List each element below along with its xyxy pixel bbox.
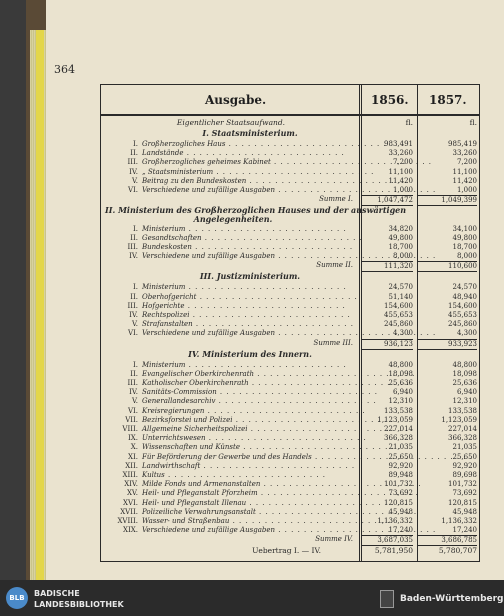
value-1856: 227,014 [384, 425, 413, 433]
gilt-edge [36, 30, 44, 580]
row-numeral: III. [127, 301, 138, 310]
value-1856: 8,000 [392, 252, 413, 261]
row-numeral: XVI. [122, 498, 138, 507]
table-row [101, 293, 481, 302]
row-numeral: II. [130, 149, 138, 158]
row-label: „ Staatsministerium . . . [142, 168, 360, 177]
coat-of-arms-icon [380, 590, 394, 608]
value-1856: 455,653 [384, 311, 413, 319]
value-1857: 89,698 [452, 471, 477, 479]
row-numeral: II. [130, 369, 138, 378]
blb-logo[interactable]: BLB [6, 587, 28, 609]
value-1857: 8,000 [456, 252, 477, 261]
subtotal-row [101, 195, 481, 204]
subtotal-row [101, 339, 481, 348]
row-numeral: XVIII. [117, 517, 138, 525]
row-numeral: I. [133, 140, 138, 148]
row-label: Heil- und Pfleganstalt Pforzheim . . . [142, 489, 360, 498]
partner-name: Baden-Württemberg [400, 594, 504, 604]
table-row [101, 225, 481, 234]
value-1857: 92,920 [452, 461, 477, 470]
table-row [101, 158, 481, 167]
budget-table [100, 84, 480, 562]
row-label: Bezirksforstei und Polizei . . . [142, 416, 360, 425]
value-1856: 92,920 [388, 461, 413, 470]
value-1856: 73,692 [388, 489, 413, 498]
row-label: Kreisregierungen . . . [142, 407, 360, 416]
row-label: Für Beförderung der Gewerbe und des Handels . . . [142, 453, 360, 462]
row-numeral: XIX. [123, 526, 138, 535]
header-year-1857: 1857. [429, 93, 467, 107]
value-1857: 154,600 [448, 301, 477, 310]
value-1856: 1,136,332 [377, 517, 413, 525]
row-label: Summe III. [313, 338, 353, 347]
row-numeral: XVII. [120, 507, 138, 516]
row-label: Verschiedene und zufällige Ausgaben . . . [142, 252, 360, 261]
value-1857: 21,035 [452, 443, 477, 452]
value-1856: 49,800 [388, 233, 413, 242]
value-1857: 1,049,399 [417, 195, 477, 206]
row-numeral: V. [131, 397, 138, 406]
section-heading [101, 206, 481, 215]
table-row [101, 140, 481, 149]
table-row [101, 311, 481, 320]
value-1856: 936,123 [361, 339, 413, 350]
value-1857: 120,815 [448, 498, 477, 507]
value-1857: 5,780,707 [438, 546, 477, 556]
value-1856: 11,420 [388, 176, 413, 185]
table-row [101, 320, 481, 329]
row-label: Ministerium . . . [142, 225, 360, 234]
value-1856: 366,328 [384, 434, 413, 443]
section-heading [101, 118, 481, 127]
value-1857: 455,653 [448, 311, 477, 319]
value-1856: 18,700 [388, 243, 413, 251]
table-row [101, 453, 481, 462]
value-1857: 33,260 [452, 149, 477, 158]
value-1856: 48,800 [388, 360, 413, 369]
table-row [101, 526, 481, 535]
table-row [101, 443, 481, 452]
table-row [101, 149, 481, 158]
table-row [101, 243, 481, 252]
row-label: Landstände . . . [142, 149, 360, 158]
value-1856: 6,940 [392, 388, 413, 397]
value-1857: 1,136,332 [441, 517, 477, 525]
row-numeral: XIV. [124, 480, 138, 489]
row-numeral: IX. [128, 434, 138, 443]
row-numeral: I. [133, 360, 138, 369]
row-label: Generallandesarchiv . . . [142, 397, 360, 406]
value-1856: 45,948 [388, 507, 413, 516]
section-heading [101, 350, 481, 359]
row-label: Summe I. [319, 195, 353, 204]
row-label: Sanitäts-Commission . . . [142, 388, 360, 397]
section-heading [101, 129, 481, 138]
row-numeral: III. [127, 158, 138, 167]
row-numeral: II. [130, 292, 138, 301]
value-1856: 25,636 [388, 379, 413, 387]
value-1856: 111,320 [361, 261, 413, 272]
row-label: Landwirthschaft . . . [142, 462, 360, 471]
row-numeral: V. [131, 320, 138, 329]
value-1856: 12,310 [388, 397, 413, 406]
table-row [101, 388, 481, 397]
row-numeral: XV. [126, 489, 138, 498]
table-row [101, 416, 481, 425]
value-1857: 245,860 [448, 320, 477, 329]
table-row [101, 283, 481, 292]
row-numeral: VIII. [122, 425, 138, 433]
row-label: Summe II. [316, 261, 353, 270]
row-numeral: VI. [127, 186, 138, 194]
value-1856: 5,781,950 [374, 546, 413, 556]
value-1857: 985,419 [448, 140, 477, 148]
row-label: Verschiedene und zufällige Ausgaben . . . [142, 186, 360, 195]
row-label: III. Justizministerium. [199, 271, 301, 282]
value-1857: 7,200 [456, 158, 477, 167]
value-1857: 11,100 [452, 167, 477, 176]
value-1856: 34,820 [388, 224, 413, 233]
row-numeral: XII. [125, 461, 138, 470]
row-label: Evangelischer Oberkirchenrath . . . [142, 370, 360, 379]
value-1856: 101,732 [384, 480, 413, 489]
value-1856: 18,098 [388, 369, 413, 378]
table-row [101, 302, 481, 311]
table-row [101, 517, 481, 526]
table-row [101, 508, 481, 517]
value-1857: 34,100 [452, 224, 477, 233]
table-row [101, 186, 481, 195]
value-1856: fl. [405, 118, 413, 127]
table-row [101, 234, 481, 243]
value-1857: 133,538 [448, 406, 477, 415]
org-name-line1: BADISCHE [34, 589, 80, 598]
row-numeral: VI. [127, 406, 138, 415]
value-1856: 1,047,472 [361, 195, 413, 206]
row-label: Uebertrag I. — IV. [252, 546, 321, 556]
value-1856: 983,491 [384, 140, 413, 148]
row-numeral: IV. [129, 311, 138, 319]
value-1857: 48,800 [452, 360, 477, 369]
value-1857: 17,240 [452, 526, 477, 535]
table-row [101, 177, 481, 186]
row-label: Großherzogliches geheimes Kabinet . . . [142, 158, 360, 167]
value-1856: 133,538 [384, 406, 413, 415]
value-1856: 89,948 [388, 471, 413, 479]
value-1857: 45,948 [452, 507, 477, 516]
header-title: Ausgabe. [205, 93, 267, 107]
row-label: Milde Fonds und Armenanstalten . . . [142, 480, 360, 489]
row-label: Hofgerichte . . . [142, 302, 360, 311]
row-numeral: VI. [127, 329, 138, 338]
row-label: I. Staatsministerium. [202, 128, 298, 138]
table-row [101, 361, 481, 370]
row-label: Rechtspolizei . . . [142, 311, 360, 320]
row-label: Verschiedene und zufällige Ausgaben . . . [142, 526, 360, 535]
value-1857: 933,923 [417, 339, 477, 350]
value-1856: 17,240 [388, 526, 413, 535]
value-1857: 48,940 [452, 292, 477, 301]
row-label: Ministerium . . . [142, 283, 360, 292]
value-1856: 25,650 [388, 452, 413, 461]
value-1857: 11,420 [452, 176, 477, 185]
row-numeral: IV. [129, 167, 138, 176]
row-label: Wasser- und Straßenbau . . . [142, 517, 360, 526]
table-row [101, 329, 481, 338]
row-numeral: I. [133, 224, 138, 233]
page-number: 364 [54, 63, 75, 76]
table-row [101, 434, 481, 443]
row-label: Summe IV. [315, 535, 353, 544]
value-1857: 3,686,785 [417, 535, 477, 546]
row-label: Ministerium . . . [142, 361, 360, 370]
row-numeral: XIII. [122, 471, 138, 479]
row-numeral: III. [127, 379, 138, 387]
row-label: Bundeskosten . . . [142, 243, 360, 252]
value-1856: 154,600 [384, 301, 413, 310]
table-row [101, 168, 481, 177]
value-1857: 4,300 [456, 329, 477, 338]
value-1856: 24,570 [388, 283, 413, 292]
value-1857: 1,000 [456, 186, 477, 194]
value-1856: 11,100 [388, 167, 413, 176]
row-label: Oberhofgericht . . . [142, 293, 360, 302]
value-1857: 110,600 [417, 261, 477, 272]
value-1857: 25,636 [452, 379, 477, 387]
row-label: Allgemeine Sicherheitspolizei . . . [142, 425, 360, 434]
table-row [101, 425, 481, 434]
value-1857: 49,800 [452, 233, 477, 242]
table-row [101, 480, 481, 489]
row-label: Kultus . . . [142, 471, 360, 480]
value-1856: 7,200 [392, 158, 413, 167]
value-1856: 21,035 [388, 443, 413, 452]
carry-over-row [101, 546, 481, 555]
table-row [101, 379, 481, 388]
value-1857: 18,098 [452, 369, 477, 378]
value-1857: 366,328 [448, 434, 477, 443]
row-numeral: V. [131, 176, 138, 185]
org-name-line2: LANDESBIBLIOTHEK [34, 600, 124, 609]
value-1856: 1,000 [392, 186, 413, 194]
row-label: Katholischer Oberkirchenrath . . . [142, 379, 360, 388]
table-row [101, 397, 481, 406]
row-label: Gesandtschaften . . . [142, 234, 360, 243]
table-row [101, 471, 481, 480]
value-1856: 1,123,059 [377, 415, 413, 424]
row-label: Großherzogliches Haus . . . [142, 140, 360, 149]
value-1857: 1,123,059 [441, 415, 477, 424]
section-heading [101, 215, 481, 224]
value-1856: 33,260 [388, 149, 413, 158]
subtotal-row [101, 535, 481, 544]
header-year-1856: 1856. [371, 93, 409, 107]
table-row [101, 252, 481, 261]
value-1857: 24,570 [452, 283, 477, 292]
value-1857: 227,014 [448, 425, 477, 433]
value-1856: 245,860 [384, 320, 413, 329]
section-title: Ministerium des Großherzoglichen Hauses und der auswärtigen [118, 205, 407, 216]
row-label: IV. Ministerium des Innern. [188, 348, 312, 359]
table-row [101, 407, 481, 416]
section-heading [101, 272, 481, 281]
value-1857: fl. [469, 118, 477, 127]
row-label: Unterrichtswesen . . . [142, 434, 360, 443]
row-label: Heil- und Pfleganstalt Illenau . . . [142, 499, 360, 508]
subtotal-row [101, 261, 481, 270]
table-row [101, 489, 481, 498]
row-label: Wissenschaften und Künste . . . [142, 443, 360, 452]
value-1856: 120,815 [384, 498, 413, 507]
row-label: Angelegenheiten. [193, 214, 273, 225]
value-1857: 12,310 [452, 397, 477, 406]
row-label: Eigentlicher Staatsaufwand. [176, 118, 286, 127]
row-label: Polizeiliche Verwahrungsanstalt . . . [142, 508, 360, 517]
row-numeral: I. [133, 283, 138, 292]
row-numeral: X. [130, 443, 138, 452]
row-numeral: III. [127, 243, 138, 251]
row-numeral: IV. [129, 388, 138, 397]
section-numeral: II. [105, 205, 116, 216]
value-1857: 25,650 [452, 452, 477, 461]
value-1856: 51,140 [388, 292, 413, 301]
value-1856: 3,687,035 [361, 535, 413, 546]
table-row [101, 462, 481, 471]
table-row [101, 370, 481, 379]
value-1857: 18,700 [452, 243, 477, 251]
value-1857: 73,692 [452, 489, 477, 498]
value-1857: 6,940 [456, 388, 477, 397]
row-numeral: VII. [125, 415, 138, 424]
table-row [101, 499, 481, 508]
row-numeral: IV. [129, 252, 138, 261]
value-1856: 4,300 [392, 329, 413, 338]
row-label: Verschiedene und zufällige Ausgaben . . . [142, 329, 360, 338]
row-label: Beitrag zu den Bundeskosten . . . [142, 177, 360, 186]
value-1857: 101,732 [448, 480, 477, 489]
row-numeral: II. [130, 233, 138, 242]
row-label: Strafanstalten . . . [142, 320, 360, 329]
row-numeral: XI. [128, 452, 138, 461]
table-header [101, 85, 479, 116]
